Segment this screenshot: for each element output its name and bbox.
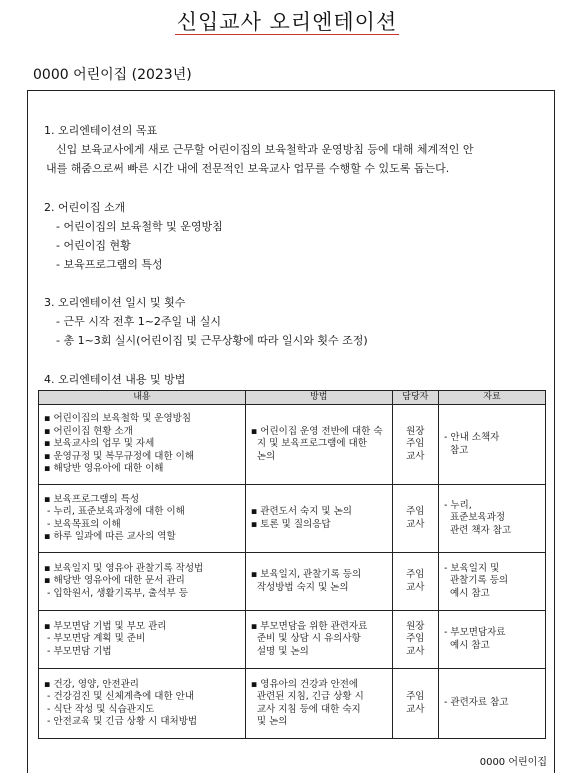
cell-line: 주임 xyxy=(406,569,425,580)
table-header-row xyxy=(39,391,546,405)
table-body xyxy=(39,405,546,739)
cell-line: 예시 참고 xyxy=(443,639,490,651)
cell-line: ▪ 영유아의 건강과 안전에 xyxy=(250,678,359,690)
cell-line: - 식단 작성 및 식습관지도 xyxy=(44,703,155,715)
list-item: - 총 1~3회 실시(어린이집 및 근무상황에 따라 일시와 횟수 조정) xyxy=(56,334,368,347)
cell-line: ▪ 어린이집 현황 소개 xyxy=(44,425,133,437)
row-content-cell xyxy=(39,485,246,553)
cell-line: 작성방법 숙지 및 논의 xyxy=(250,581,349,593)
cell-line: 원장 xyxy=(406,425,425,437)
row-content-cell xyxy=(39,669,246,739)
cell-line: 설명 및 논의 xyxy=(250,645,309,657)
section-goal xyxy=(44,121,544,178)
row-material-cell xyxy=(438,669,545,739)
section-intro xyxy=(44,198,544,274)
document-subtitle: 0000 어린이집 (2023년) xyxy=(33,67,192,83)
header-content: 내용 xyxy=(39,391,246,405)
cell-line: ▪ 하루 일과에 따른 교사의 역할 xyxy=(44,531,176,542)
cell-line: ▪ 토론 및 질의응답 xyxy=(250,518,331,530)
row-content-cell xyxy=(39,405,246,485)
row-material-cell xyxy=(438,611,545,669)
cell-line: 논의 xyxy=(250,450,276,462)
header-method: 방법 xyxy=(245,391,392,405)
cell-line: 교사 xyxy=(406,450,425,462)
cell-line: - 입학원서, 생활기록부, 출석부 등 xyxy=(44,587,188,599)
list-item: - 어린이집의 보육철학 및 운영방침 xyxy=(56,220,223,233)
cell-line: ▪ 부모면담 기법 및 부모 관리 xyxy=(44,620,167,632)
cell-line: 지 및 보육프로그램에 대한 xyxy=(250,438,367,450)
row-material-cell xyxy=(438,485,545,553)
row-method-cell xyxy=(245,553,392,611)
row-material-cell xyxy=(438,553,545,611)
cell-line: ▪ 보육교사의 업무 및 자세 xyxy=(44,438,155,450)
document-title: 신입교사 오리엔테이션 xyxy=(176,10,398,34)
section-text: 신입 보육교사에게 새로 근무할 어린이집의 보육철학과 운영방침 등에 대해 체계적인 안 xyxy=(56,143,474,156)
row-person-cell xyxy=(392,611,438,669)
cell-line: - 건강검진 및 신체계측에 대한 안내 xyxy=(44,691,195,702)
table-row xyxy=(39,669,546,739)
cell-line: 참고 xyxy=(443,444,469,456)
cell-line: ▪ 관련도서 숙지 및 논의 xyxy=(250,506,352,517)
row-person-cell xyxy=(392,485,438,553)
section-heading: 1. 오리엔테이션의 목표 xyxy=(44,124,158,137)
cell-line: ▪ 건강, 영양, 안전관리 xyxy=(44,678,139,690)
table-row xyxy=(39,405,546,485)
cell-line: - 부모면담 기법 xyxy=(44,645,112,657)
cell-line: 관련된 지침, 긴급 상황 시 xyxy=(250,691,364,702)
table-row xyxy=(39,611,546,669)
content-frame xyxy=(27,90,555,773)
orientation-table xyxy=(38,390,546,739)
row-method-cell xyxy=(245,611,392,669)
cell-line: - 누리, xyxy=(443,499,472,511)
cell-line: 교사 xyxy=(406,703,425,715)
section-heading: 4. 오리엔테이션 내용 및 방법 xyxy=(44,373,186,386)
cell-line: 교사 xyxy=(406,581,425,593)
table-row xyxy=(39,485,546,553)
section-content-heading xyxy=(44,370,544,389)
cell-line: 준비 및 상담 시 유의사항 xyxy=(250,633,361,645)
cell-line: 교사 xyxy=(406,518,425,530)
cell-line: 및 논의 xyxy=(250,716,288,727)
cell-line: 관련 책자 참고 xyxy=(443,524,512,536)
section-schedule xyxy=(44,293,544,350)
row-method-cell xyxy=(245,405,392,485)
cell-line: ▪ 운영규정 및 복무규정에 대한 이해 xyxy=(44,450,195,462)
section-text: 내를 해줌으로써 빠른 시간 내에 전문적인 보육교사 업무를 수행할 수 있도록 돕는다. xyxy=(46,162,450,175)
cell-line: - 안전교육 및 긴급 상황 시 대처방법 xyxy=(44,716,198,727)
row-method-cell xyxy=(245,485,392,553)
row-content-cell xyxy=(39,611,246,669)
row-content-cell xyxy=(39,553,246,611)
table-row xyxy=(39,553,546,611)
row-method-cell xyxy=(245,669,392,739)
cell-line: 원장 xyxy=(406,620,425,632)
cell-line: 주임 xyxy=(406,691,425,702)
cell-line: ▪ 부모면담을 위한 관련자료 xyxy=(250,620,368,632)
row-person-cell xyxy=(392,405,438,485)
row-material-cell xyxy=(438,405,545,485)
cell-line: - 보육목표의 이해 xyxy=(44,518,121,530)
cell-line: 교사 지침 등에 대한 숙지 xyxy=(250,703,361,715)
cell-line: - 부모면담자료 xyxy=(443,627,506,638)
row-person-cell xyxy=(392,669,438,739)
cell-line: 관찰기록 등의 xyxy=(443,575,509,587)
footer-text: 0000 어린이집 xyxy=(479,757,547,768)
cell-line: ▪ 어린이집의 보육철학 및 운영방침 xyxy=(44,413,191,425)
section-heading: 3. 오리엔테이션 일시 및 횟수 xyxy=(44,296,186,309)
header-material: 자료 xyxy=(438,391,545,405)
cell-line: - 부모면담 계획 및 준비 xyxy=(44,633,146,645)
cell-line: - 관련자료 참고 xyxy=(443,697,509,709)
cell-line: ▪ 해당반 영유아에 대한 문서 관리 xyxy=(44,575,185,587)
cell-line: - 안내 소책자 xyxy=(443,432,500,443)
cell-line: 교사 xyxy=(406,645,425,657)
row-person-cell xyxy=(392,553,438,611)
cell-line: ▪ 어린이집 운영 전반에 대한 숙 xyxy=(250,425,383,437)
cell-line: ▪ 보육일지 및 영유아 관찰기록 작성법 xyxy=(44,562,204,574)
cell-line: ▪ 보육일지, 관찰기록 등의 xyxy=(250,569,362,580)
section-heading: 2. 어린이집 소개 xyxy=(44,201,126,214)
cell-line: 주임 xyxy=(406,438,425,450)
cell-line: 주임 xyxy=(406,506,425,517)
cell-line: ▪ 해당반 영유아에 대한 이해 xyxy=(44,463,164,475)
cell-line: 예시 참고 xyxy=(443,587,490,599)
cell-line: 주임 xyxy=(406,633,425,645)
cell-line: 표준보육과정 xyxy=(443,512,506,524)
header-person: 담당자 xyxy=(392,391,438,405)
cell-line: ▪ 보육프로그램의 특성 xyxy=(44,493,140,505)
list-item: - 보육프로그램의 특성 xyxy=(56,258,163,271)
cell-line: - 누리, 표준보육과정에 대한 이해 xyxy=(44,506,185,517)
cell-line: - 보육일지 및 xyxy=(443,562,500,574)
list-item: - 근무 시작 전후 1~2주일 내 실시 xyxy=(56,315,222,328)
list-item: - 어린이집 현황 xyxy=(56,239,131,252)
